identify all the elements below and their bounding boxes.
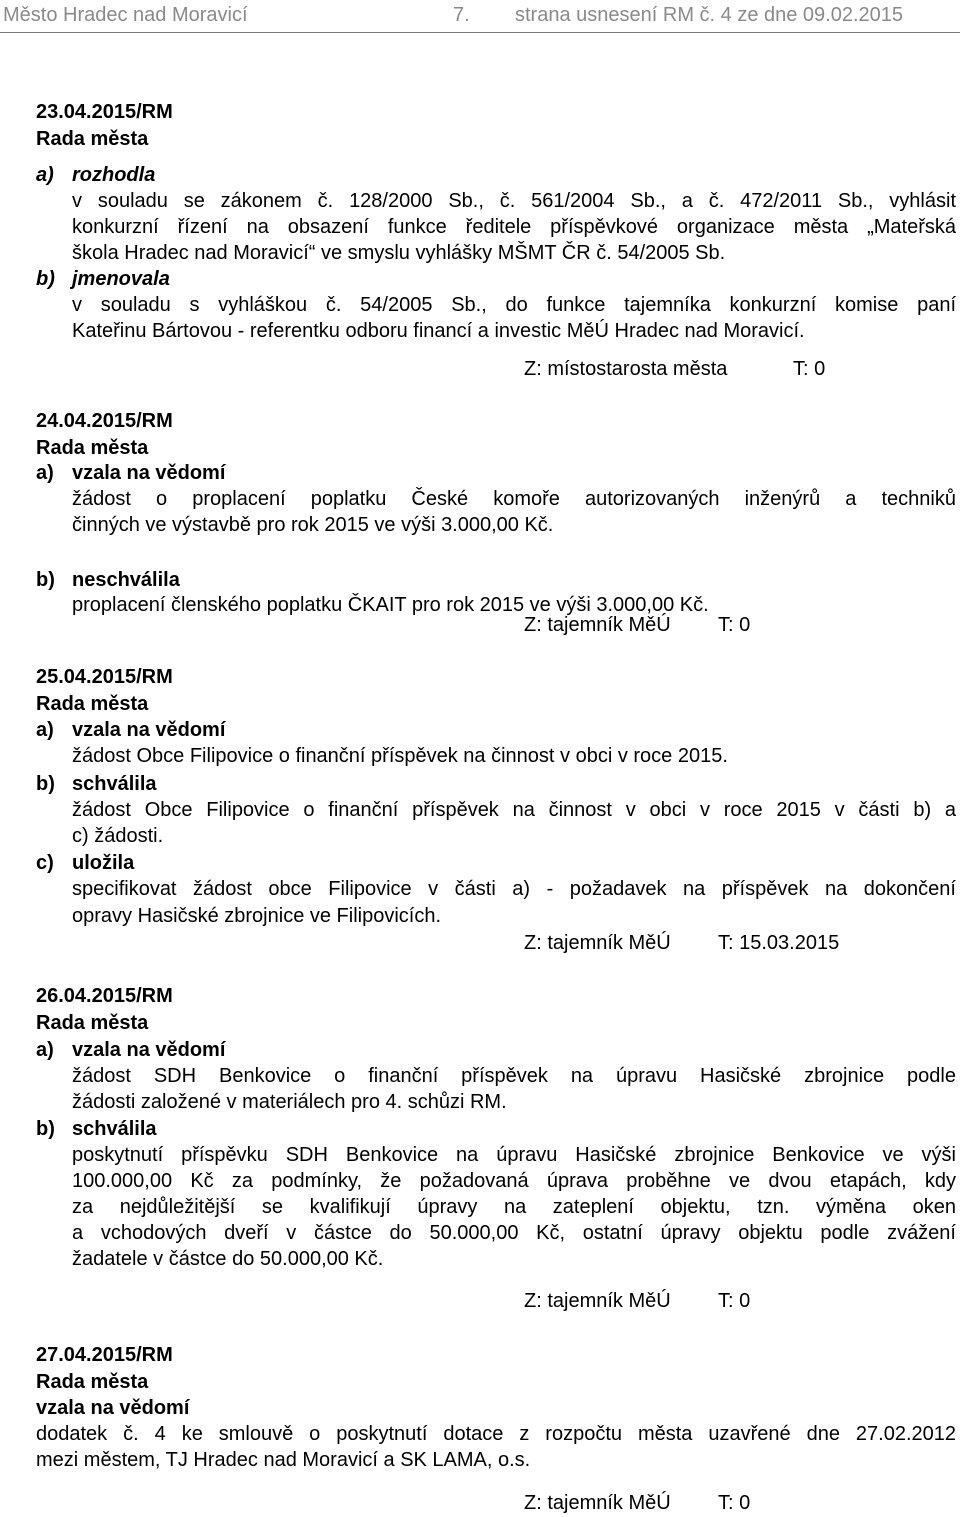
resolution-text-line: dodatek č. 4 ke smlouvě o poskytnutí dotace z rozpočtu města uzavřené dne 27.02.2012 [36,1423,956,1445]
resolution-text-line: v souladu s vyhláškou č. 54/2005 Sb., do funkce tajemníka konkurzní komise paní [72,294,956,316]
resolution-text-line: mezi městem, TJ Hradec nad Moravicí a SK LAMA, o.s. [36,1449,531,1471]
resolution-text-line: žádosti založené v materiálech pro 4. schůzi RM. [72,1091,507,1113]
part-marker: a) [36,462,54,484]
council-heading: Rada města [36,1012,149,1034]
part-marker: a) [36,164,54,186]
part-marker: b) [36,569,55,591]
resolution-verb-row [36,1395,189,1421]
resolution-number: 25.04.2015/RM [36,666,173,688]
resolution-text-line: proplacení členského poplatku ČKAIT pro rok 2015 ve výši 3.000,00 Kč. [72,594,709,616]
resolution-verb-row [36,1037,225,1063]
council-heading: Rada města [36,1371,149,1393]
resolution-verb: vzala na vědomí [72,1039,226,1061]
resolution-verb: schválila [72,773,157,795]
part-marker: a) [36,719,54,741]
resolution-verb-row [36,850,134,876]
resolution-text-line: a vchodových dveří v částce do 50.000,00 Kč, ostatní úpravy objektu podle zvážení [72,1222,956,1244]
deadline: T: 15.03.2015 [718,932,840,954]
resolution-text-line: poskytnutí příspěvku SDH Benkovice na úpravu Hasičské zbrojnice Benkovice ve výši [72,1144,956,1166]
resolution-number: 26.04.2015/RM [36,985,173,1007]
resolution-text-line: žádost Obce Filipovice o finanční příspěvek na činnost v obci v roce 2015 v části b) a [72,799,956,821]
resolution-verb: rozhodla [72,164,156,186]
resolution-text-line: c) žádosti. [72,825,164,847]
resolution-verb: uložila [72,852,135,874]
part-marker: a) [36,1039,54,1061]
resolution-verb-row [36,771,157,797]
resolution-verb-row [36,1116,157,1142]
resolution-text-line: opravy Hasičské zbrojnice ve Filipovicích. [72,905,442,927]
resolution-verb: vzala na vědomí [72,719,226,741]
resolution-text-line: škola Hradec nad Moravicí“ ve smyslu vyhlášky MŠMT ČR č. 54/2005 Sb. [72,242,726,264]
resolution-text-line: žadatele v částce do 50.000,00 Kč. [72,1248,384,1270]
resolution-verb: schválila [72,1118,157,1140]
resolution-text-line: konkurzní řízení na obsazení funkce ředitele příspěvkové organizace města „Mateřská [72,216,956,238]
resolution-text-line: za nejdůležitější se kvalifikují úpravy na zateplení objektu, tzn. výměna oken [72,1196,956,1218]
resolution-verb: neschválila [72,569,180,591]
responsible-person: Z: tajemník MěÚ [524,614,671,636]
deadline: T: 0 [793,358,826,380]
header-city: Město Hradec nad Moravicí [3,4,248,26]
resolution-text-line: žádost Obce Filipovice o finanční příspěvek na činnost v obci v roce 2015. [72,745,728,767]
resolution-verb-row [36,567,180,593]
resolution-verb-row [36,162,155,188]
resolution-text-line: 100.000,00 Kč za podmínky, že požadovaná úprava proběhne ve dvou etapách, kdy [72,1170,956,1192]
resolution-text-line: specifikovat žádost obce Filipovice v části a) - požadavek na příspěvek na dokončení [72,878,956,900]
part-marker: b) [36,773,55,795]
resolution-verb: vzala na vědomí [72,462,226,484]
deadline: T: 0 [718,614,751,636]
header-page-info: strana usnesení RM č. 4 ze dne 09.02.2015 [515,4,904,26]
header-page-number: 7. [453,4,470,26]
resolution-number: 23.04.2015/RM [36,101,173,123]
resolution-text-line: v souladu se zákonem č. 128/2000 Sb., č. 561/2004 Sb., a č. 472/2011 Sb., vyhlásit [72,190,956,212]
resolution-text-line: žádost SDH Benkovice o finanční příspěvek na úpravu Hasičské zbrojnice podle [72,1065,956,1087]
part-marker: b) [36,268,55,290]
resolution-text-line: činných ve výstavbě pro rok 2015 ve výši 3.000,00 Kč. [72,514,554,536]
council-heading: Rada města [36,128,149,150]
resolution-verb-row [36,266,170,292]
resolution-verb-row [36,717,225,743]
council-heading: Rada města [36,693,149,715]
part-marker: b) [36,1118,55,1140]
responsible-person: Z: tajemník MěÚ [524,932,671,954]
responsible-person: Z: tajemník MěÚ [524,1492,671,1514]
council-heading: Rada města [36,437,149,459]
resolution-number: 24.04.2015/RM [36,410,173,432]
resolution-number: 27.04.2015/RM [36,1344,173,1366]
resolution-verb: jmenovala [72,268,170,290]
resolution-verb: vzala na vědomí [36,1397,190,1419]
part-marker: c) [36,852,54,874]
resolution-text-line: žádost o proplacení poplatku České komoře autorizovaných inženýrů a techniků [72,488,956,510]
resolution-text-line: Kateřinu Bártovou - referentku odboru financí a investic MěÚ Hradec nad Moravicí. [72,320,805,342]
deadline: T: 0 [718,1492,751,1514]
resolution-verb-row [36,460,225,486]
responsible-person: Z: místostarosta města [524,358,728,380]
responsible-person: Z: tajemník MěÚ [524,1290,671,1312]
deadline: T: 0 [718,1290,751,1312]
